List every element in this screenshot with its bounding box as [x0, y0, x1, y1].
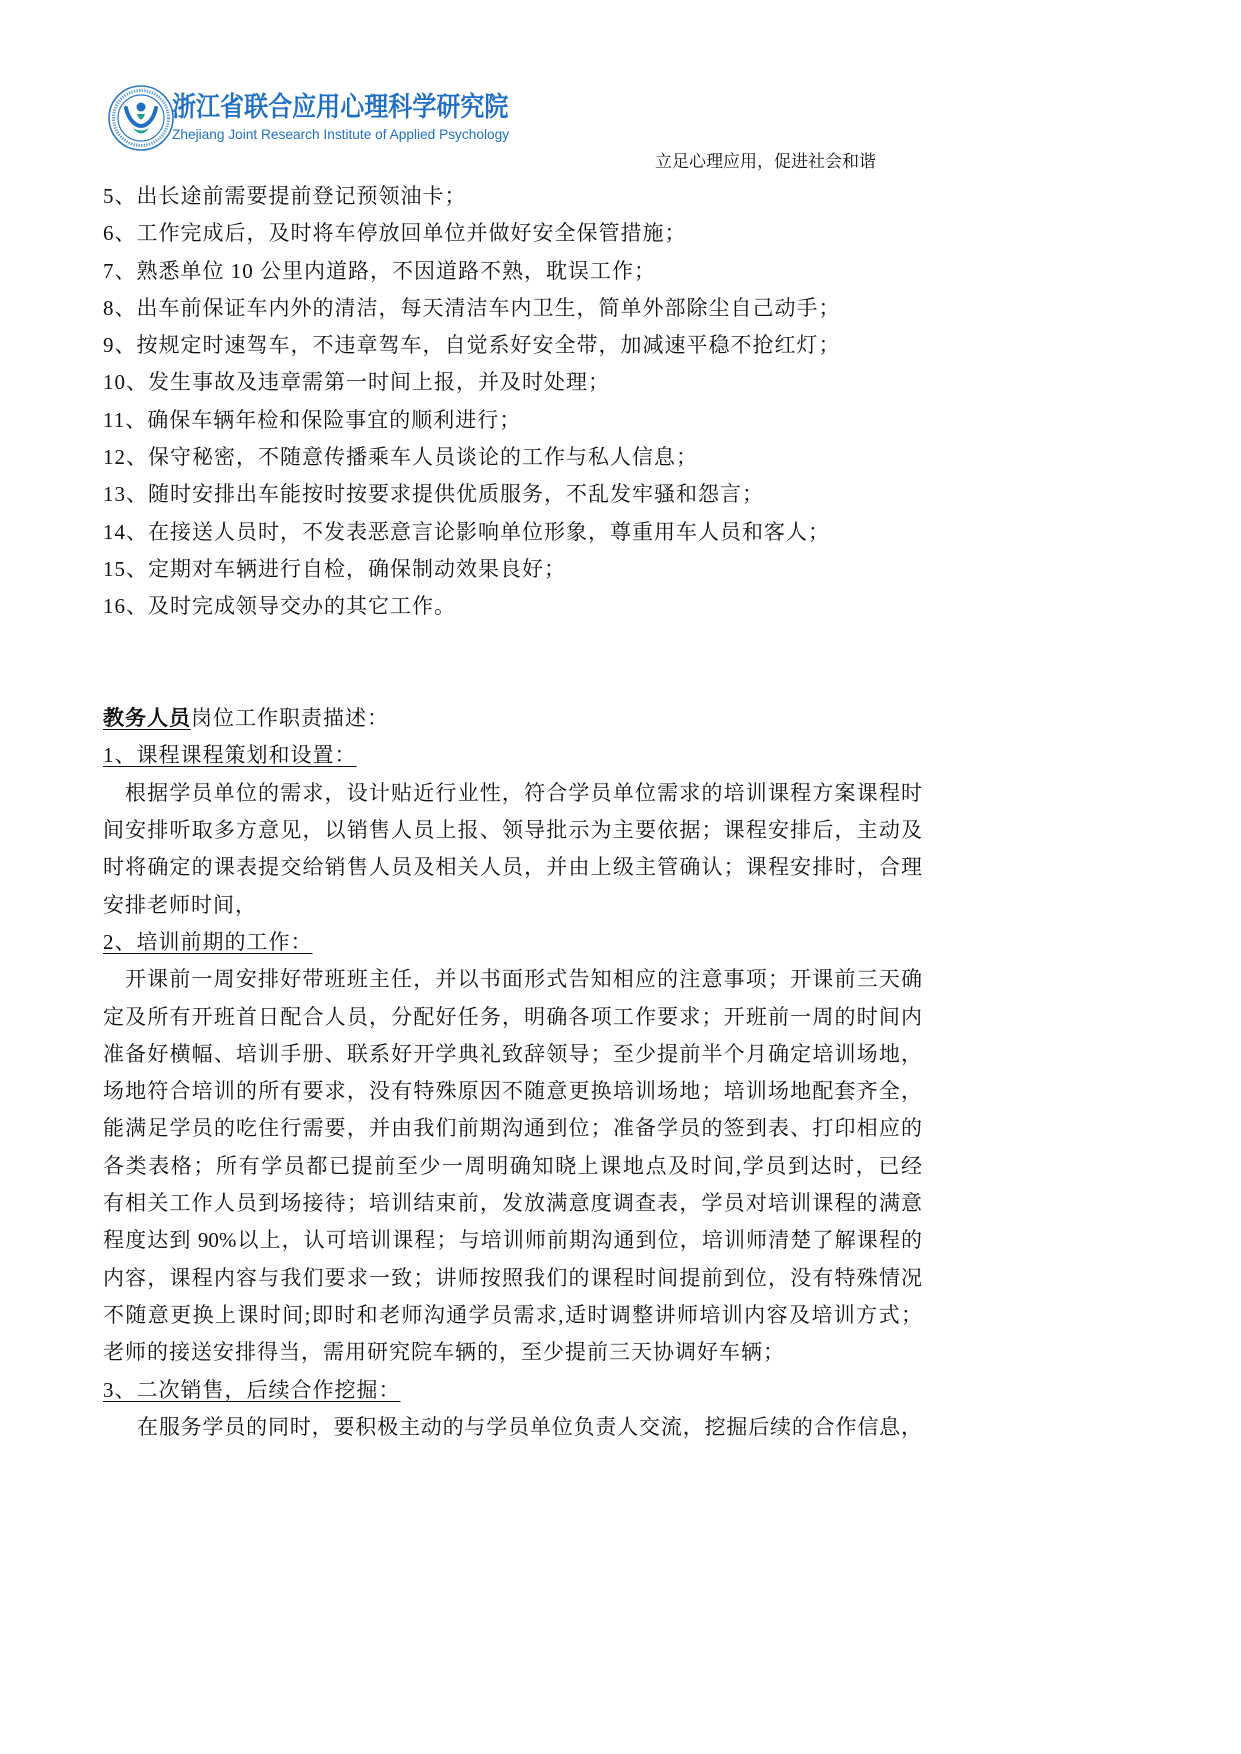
paragraph-line: 不随意更换上课时间;即时和老师沟通学员需求,适时调整讲师培训内容及培训方式； — [103, 1302, 922, 1327]
paragraph-line: 程度达到 90%以上，认可培训课程；与培训师前期沟通到位，培训师清楚了解课程的 — [103, 1228, 922, 1253]
section-heading — [103, 737, 922, 774]
paragraph-line: 场地符合培训的所有要求，没有特殊原因不随意更换培训场地；培训场地配套齐全， — [103, 1079, 922, 1104]
section-heading-text: 2、培训前期的工作： — [103, 929, 313, 954]
paragraph-line: 能满足学员的吃住行需要，并由我们前期沟通到位；准备学员的签到表、打印相应的 — [103, 1116, 922, 1141]
driver-duty-item: 16、及时完成领导交办的其它工作。 — [103, 594, 456, 619]
driver-duty-item: 6、工作完成后，及时将车停放回单位并做好安全保管措施； — [103, 221, 687, 246]
driver-duty-item: 13、随时安排出车能按时按要求提供优质服务，不乱发牢骚和怨言； — [103, 482, 764, 507]
paragraph-line: 开课前一周安排好带班班主任，并以书面形式告知相应的注意事项；开课前三天确 — [125, 967, 922, 992]
driver-duty-item: 15、定期对车辆进行自检，确保制动效果良好； — [103, 556, 566, 581]
paragraph-line: 安排老师时间， — [103, 892, 257, 917]
section-heading-text: 3、二次销售，后续合作挖掘： — [103, 1377, 401, 1402]
org-name-cn: 浙江省联合应用心理科学研究院 — [172, 92, 509, 123]
section-title-rest: 岗位工作职责描述： — [191, 706, 389, 731]
document-body — [103, 178, 922, 1446]
paragraph-line: 间安排听取多方意见，以销售人员上报、领导批示为主要依据；课程安排后，主动及 — [103, 818, 922, 843]
paragraph-line: 定及所有开班首日配合人员，分配好任务，明确各项工作要求；开班前一周的时间内 — [103, 1004, 922, 1029]
org-name-en: Zhejiang Joint Research Institute of Applied Psychology — [172, 127, 510, 142]
paragraph-line: 根据学员单位的需求，设计贴近行业性，符合学员单位需求的培训课程方案课程时 — [125, 780, 922, 805]
driver-duty-item: 5、出长途前需要提前登记预领油卡； — [103, 184, 467, 208]
paragraph-line: 内容，课程内容与我们要求一致；讲师按照我们的课程时间提前到位，没有特殊情况 — [103, 1265, 922, 1290]
driver-duty-item: 14、在接送人员时，不发表恶意言论影响单位形象，尊重用车人员和客人； — [103, 519, 830, 544]
paragraph-line: 准备好横幅、培训手册、联系好开学典礼致辞领导；至少提前半个月确定培训场地， — [103, 1041, 922, 1066]
driver-duty-item: 7、熟悉单位 10 公里内道路，不因道路不熟，耽误工作； — [103, 258, 656, 283]
paragraph-line: 老师的接送安排得当，需用研究院车辆的，至少提前三天协调好车辆； — [103, 1340, 785, 1365]
paragraph-line: 时将确定的课表提交给销售人员及相关人员，并由上级主管确认；课程安排时，合理 — [103, 855, 922, 880]
section-heading — [103, 1372, 922, 1409]
header-slogan: 立足心理应用，促进社会和谐 — [655, 152, 876, 171]
driver-duty-item: 12、保守秘密，不随意传播乘车人员谈论的工作与私人信息； — [103, 445, 698, 470]
section-heading — [103, 924, 922, 961]
paragraph-line: 在服务学员的同时，要积极主动的与学员单位负责人交流，挖掘后续的合作信息， — [137, 1414, 922, 1439]
section-heading-text: 1、课程课程策划和设置： — [103, 743, 357, 768]
driver-duty-item: 9、按规定时速驾车，不违章驾车，自觉系好安全带，加减速平稳不抢红灯； — [103, 333, 841, 358]
driver-duty-item: 8、出车前保证车内外的清洁，每天清洁车内卫生，简单外部除尘自己动手； — [103, 295, 841, 320]
paragraph-line: 有相关工作人员到场接待；培训结束前，发放满意度调查表，学员对培训课程的满意 — [103, 1191, 922, 1216]
blank-space — [103, 626, 922, 701]
institute-logo-icon — [107, 84, 175, 152]
section-title-role: 教务人员 — [103, 706, 191, 731]
section-title — [103, 700, 922, 737]
paragraph-line: 各类表格；所有学员都已提前至少一周明确知晓上课地点及时间,学员到达时，已经 — [103, 1153, 922, 1178]
driver-duty-item: 11、确保车辆年检和保险事宜的顺利进行； — [103, 407, 522, 432]
driver-duty-item: 10、发生事故及违章需第一时间上报，并及时处理； — [103, 370, 610, 395]
